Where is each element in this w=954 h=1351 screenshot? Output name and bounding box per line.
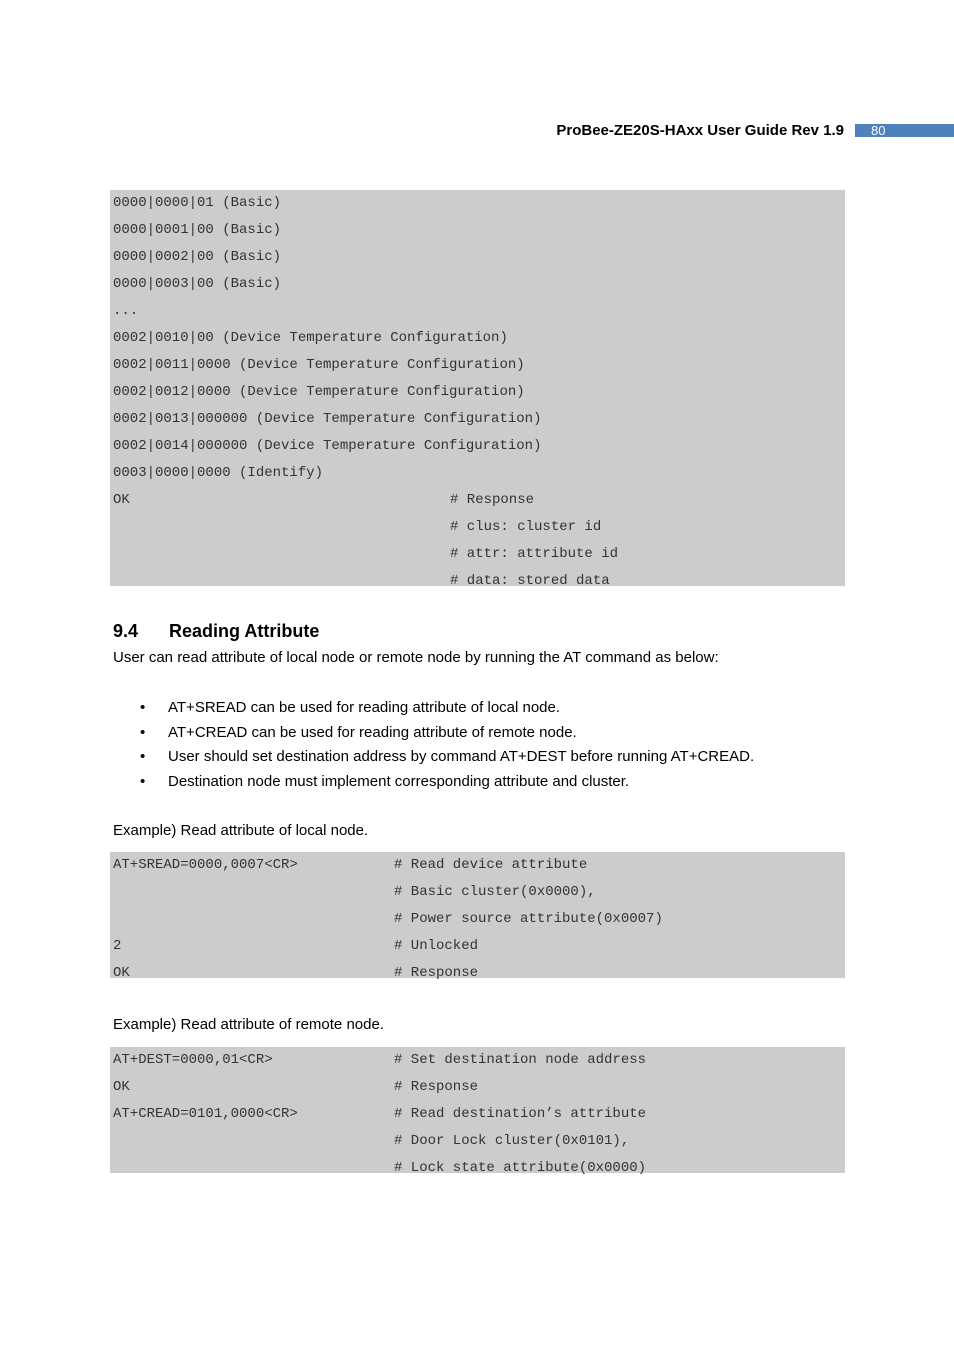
bullet-item [140, 722, 754, 747]
code-line [110, 1159, 845, 1186]
code-command: 0002|0012|0000 (Device Temperature Configuration) [113, 384, 525, 400]
code-command: 0002|0013|000000 (Device Temperature Configuration) [113, 411, 542, 427]
code-comment: # Read device attribute [394, 857, 588, 873]
code-command: OK [113, 492, 130, 508]
page-number-badge: 80 [855, 124, 954, 137]
code-comment: # data: stored data [450, 573, 610, 589]
code-comment: # Read destination’s attribute [394, 1106, 647, 1122]
code-command: AT+DEST=0000,01<CR> [113, 1052, 273, 1068]
code-command: 0000|0000|01 (Basic) [113, 195, 282, 211]
section-title: Reading Attribute [169, 621, 320, 641]
code-comment: # Response [394, 1079, 479, 1095]
code-comment: # Response [450, 492, 535, 508]
bullet-text: Destination node must implement corresponding attribute and cluster. [168, 773, 630, 791]
code-command: 0002|0014|000000 (Device Temperature Configuration) [113, 438, 542, 454]
bullet-dot-icon: • [140, 773, 146, 791]
code-command: 0000|0002|00 (Basic) [113, 249, 282, 265]
code-comment: # Power source attribute(0x0007) [394, 911, 663, 927]
code-block-attribute-list [110, 190, 845, 589]
bullet-text: User should set destination address by command AT+DEST before running AT+CREAD. [168, 748, 755, 766]
code-comment: # Door Lock cluster(0x0101), [394, 1133, 630, 1149]
code-comment: # attr: attribute id [450, 546, 619, 562]
bullet-dot-icon: • [140, 748, 146, 766]
code-command: 0000|0003|00 (Basic) [113, 276, 282, 292]
code-line [110, 572, 845, 599]
code-command: 0002|0011|0000 (Device Temperature Configuration) [113, 357, 525, 373]
code-command: AT+CREAD=0101,0000<CR> [113, 1106, 298, 1122]
code-command: OK [113, 965, 130, 981]
code-comment: # Basic cluster(0x0000), [394, 884, 596, 900]
section-number: 9.4 [113, 621, 139, 641]
code-command: 2 [113, 938, 122, 954]
code-command: AT+SREAD=0000,0007<CR> [113, 857, 298, 873]
bullet-item [140, 771, 754, 796]
code-command: ... [113, 303, 139, 319]
example-remote-label: Example) Read attribute of remote node. [113, 1016, 384, 1033]
document-title: ProBee-ZE20S-HAxx User Guide Rev 1.9 [556, 122, 844, 139]
bullet-item [140, 697, 754, 722]
bullet-dot-icon: • [140, 723, 146, 741]
code-comment: # Lock state attribute(0x0000) [394, 1160, 647, 1176]
bullet-text: AT+CREAD can be used for reading attribute of remote node. [168, 723, 577, 741]
example-local-label: Example) Read attribute of local node. [113, 822, 369, 839]
section-heading [113, 621, 319, 642]
code-command: 0002|0010|00 (Device Temperature Configuration) [113, 330, 508, 346]
code-command: 0000|0001|00 (Basic) [113, 222, 282, 238]
intro-paragraph: User can read attribute of local node or remote node by running the AT command as below: [113, 649, 719, 666]
code-comment: # clus: cluster id [450, 519, 602, 535]
bullet-list [140, 697, 754, 796]
code-comment: # Unlocked [394, 938, 479, 954]
code-line [110, 275, 845, 302]
code-block-local-read [110, 852, 845, 981]
bullet-dot-icon: • [140, 699, 146, 716]
code-comment: # Set destination node address [394, 1052, 647, 1068]
code-block-remote-read [110, 1047, 845, 1176]
code-command: OK [113, 1079, 130, 1095]
code-line [110, 964, 845, 991]
code-command: 0003|0000|0000 (Identify) [113, 465, 324, 481]
code-comment: # Response [394, 965, 479, 981]
bullet-item [140, 746, 754, 771]
bullet-text: AT+SREAD can be used for reading attribute of local node. [168, 699, 561, 716]
